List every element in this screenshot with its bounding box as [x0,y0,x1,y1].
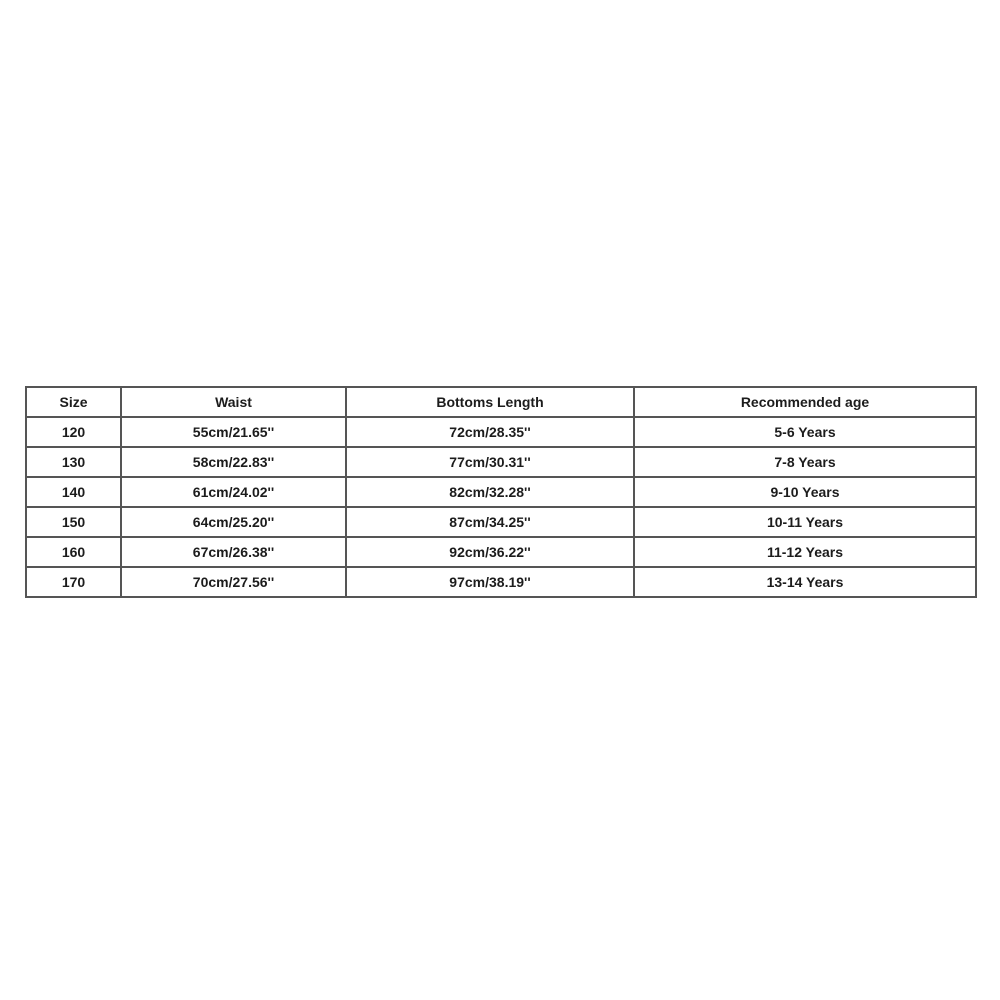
cell-recommended-age: 5-6 Years [634,417,976,447]
cell-bottoms-length: 72cm/28.35'' [346,417,634,447]
table-row [26,507,976,537]
header-recommended-age: Recommended age [634,387,976,417]
cell-bottoms-length: 97cm/38.19'' [346,567,634,597]
cell-recommended-age: 10-11 Years [634,507,976,537]
table-row [26,567,976,597]
cell-size: 130 [26,447,121,477]
header-size: Size [26,387,121,417]
cell-size: 150 [26,507,121,537]
table-row [26,537,976,567]
cell-bottoms-length: 82cm/32.28'' [346,477,634,507]
cell-recommended-age: 11-12 Years [634,537,976,567]
cell-bottoms-length: 92cm/36.22'' [346,537,634,567]
cell-size: 170 [26,567,121,597]
size-chart-table [25,386,977,598]
header-row [26,387,976,417]
cell-bottoms-length: 77cm/30.31'' [346,447,634,477]
cell-recommended-age: 9-10 Years [634,477,976,507]
cell-size: 140 [26,477,121,507]
header-bottoms-length: Bottoms Length [346,387,634,417]
cell-waist: 61cm/24.02'' [121,477,346,507]
header-waist: Waist [121,387,346,417]
cell-recommended-age: 13-14 Years [634,567,976,597]
cell-size: 160 [26,537,121,567]
table-row [26,447,976,477]
cell-size: 120 [26,417,121,447]
cell-waist: 58cm/22.83'' [121,447,346,477]
cell-waist: 70cm/27.56'' [121,567,346,597]
table-row [26,477,976,507]
cell-waist: 64cm/25.20'' [121,507,346,537]
cell-bottoms-length: 87cm/34.25'' [346,507,634,537]
cell-waist: 67cm/26.38'' [121,537,346,567]
table-row [26,417,976,447]
cell-recommended-age: 7-8 Years [634,447,976,477]
cell-waist: 55cm/21.65'' [121,417,346,447]
